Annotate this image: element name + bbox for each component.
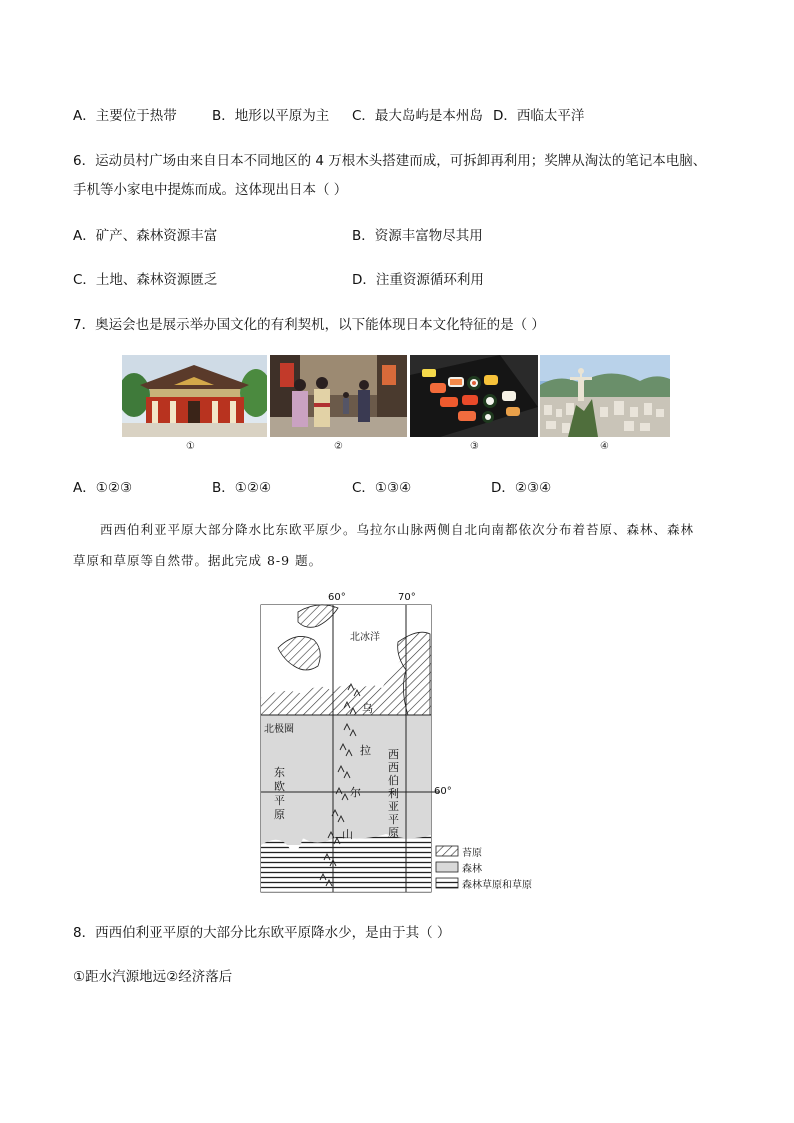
q8-statement-line: ①距水汽源地远②经济落后 bbox=[73, 969, 233, 985]
q5-option-b: B．地形以平原为主 bbox=[212, 108, 330, 124]
legend-tundra-label: 苔原 bbox=[462, 848, 482, 859]
passage-line2: 草原和草原等自然带。据此完成 8-9 题。 bbox=[73, 553, 323, 568]
q7-option-c: C．①③④ bbox=[352, 480, 412, 496]
q6-stem-line1: 6．运动员村广场由来自日本不同地区的 4 万根木头搭建而成，可拆卸再利用；奖牌从淘汰的笔记本电脑、 bbox=[73, 153, 707, 169]
q5-option-c: C．最大岛屿是本州岛 bbox=[352, 108, 483, 124]
map-lat60-label: 60° bbox=[434, 786, 452, 797]
q7-option-d: D．②③④ bbox=[491, 480, 552, 496]
photo-city-statue bbox=[540, 355, 670, 437]
ural-natural-zones-map bbox=[258, 590, 548, 896]
passage-line1: 西西伯利亚平原大部分降水比东欧平原少。乌拉尔山脉两侧自北向南都依次分布着苔原、森林、森林 bbox=[100, 522, 695, 537]
photo-caption-3: ③ bbox=[470, 441, 479, 452]
photo-japanese-shrine bbox=[122, 355, 267, 437]
map-ural-label-3: 尔 bbox=[350, 786, 361, 799]
q5-option-a: A．主要位于热带 bbox=[73, 108, 177, 124]
q6-option-c: C．土地、森林资源匮乏 bbox=[73, 272, 218, 288]
q6-stem-line2: 手机等小家电中提炼而成。这体现出日本（ ） bbox=[73, 182, 348, 198]
photo-kimono-street bbox=[270, 355, 407, 437]
q6-option-b: B．资源丰富物尽其用 bbox=[352, 228, 483, 244]
q6-option-d: D．注重资源循环利用 bbox=[352, 272, 484, 288]
q7-stem: 7．奥运会也是展示举办国文化的有利契机，以下能体现日本文化特征的是（ ） bbox=[73, 317, 545, 333]
legend-forest-label: 森林 bbox=[462, 864, 482, 875]
photo-caption-1: ① bbox=[186, 441, 195, 452]
q7-option-b: B．①②④ bbox=[212, 480, 272, 496]
q8-stem: 8．西西伯利亚平原的大部分比东欧平原降水少，是由于其（ ） bbox=[73, 925, 451, 941]
map-lon60-label: 60° bbox=[328, 592, 346, 603]
map-ural-label-4: 山 bbox=[342, 828, 353, 841]
q5-option-d: D．西临太平洋 bbox=[493, 108, 585, 124]
photo-caption-4: ④ bbox=[600, 441, 609, 452]
photo-caption-2: ② bbox=[334, 441, 343, 452]
map-west-siberia-label: 西 西 伯 利 亚 平 原 bbox=[388, 748, 399, 839]
map-lon70-label: 70° bbox=[398, 592, 416, 603]
map-east-europe-label: 东 欧 平 原 bbox=[274, 766, 285, 821]
map-arctic-circle-label: 北极圈 bbox=[264, 724, 294, 735]
photo-sushi-platter bbox=[410, 355, 538, 437]
map-ural-label-2: 拉 bbox=[360, 744, 371, 757]
map-arctic-ocean-label: 北冰洋 bbox=[350, 632, 380, 643]
q6-option-a: A．矿产、森林资源丰富 bbox=[73, 228, 218, 244]
q7-option-a: A．①②③ bbox=[73, 480, 133, 496]
map-ural-label-1: 乌 bbox=[362, 702, 373, 715]
legend-steppe-label: 森林草原和草原 bbox=[462, 880, 532, 891]
